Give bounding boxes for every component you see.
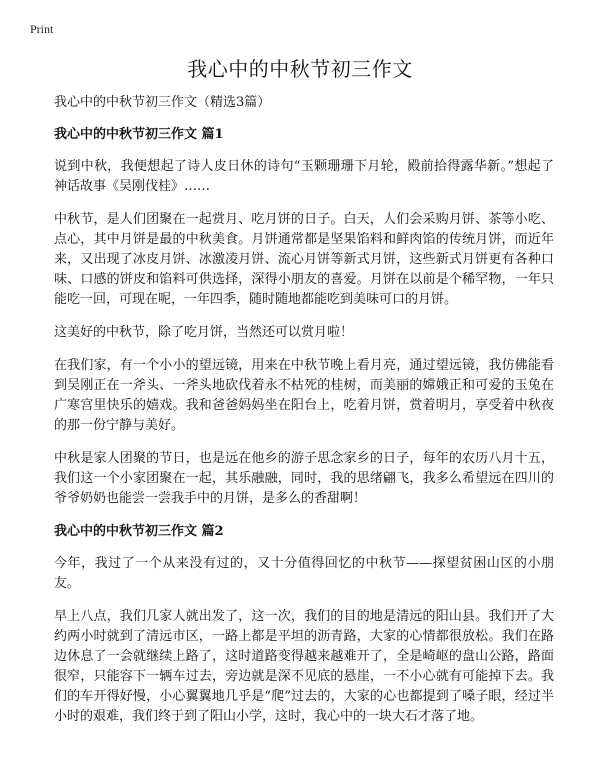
document-subtitle: 我心中的中秋节初三作文（精选3篇）	[54, 95, 271, 110]
page-title: 我心中的中秋节初三作文	[187, 57, 413, 81]
section-heading-1: 我心中的中秋节初三作文 篇1	[54, 127, 224, 142]
paragraph: 今年，我过了一个从来没有过的，又十分值得回忆的中秋节——探望贫困山区的小朋友。	[54, 556, 554, 591]
paragraph: 早上八点，我们几家人就出发了，这一次，我们的目的地是清远的阳山县。我们开了大约两小时就到了清远市区，一路上都是平坦的沥青路，大家的心情都很放松。我们在路边休息了一会就继续上路了，这时道路变得越来越难开了，全是崎岖的盘山公路，路面很窄，只能容下一辆车过去，旁边就是深不见底的悬崖，一不小心就有可能掉下去。我们的车开得好慢，小心翼翼地几乎是“爬”过去的，大家的心也都提到了嗓子眼，经过半小时的艰难，我们终于到了阳山小学，这时，我心中的一块大石才落了地。	[54, 609, 554, 724]
paragraph: 在我们家，有一个小小的望远镜，用来在中秋节晚上看月亮，通过望远镜，我仿佛能看到吴刚正在一斧头、一斧头地砍伐着永不枯死的桂树，而美丽的嫦娥正和可爱的玉兔在广寒宫里快乐的嬉戏。我和爸爸妈妈坐在阳台上，吃着月饼，赏着明月，享受着中秋夜的那一份宁静与美好。	[54, 358, 554, 433]
paragraph: 中秋是家人团聚的节日，也是远在他乡的游子思念家乡的日子，每年的农历八月十五，我们这一个小家团聚在一起，其乐融融，同时，我的思绪翩飞，我多么希望远在四川的爷爷奶奶也能尝一尝我手中的月饼，是多么的香甜啊！	[54, 451, 554, 506]
paragraph: 这美好的中秋节，除了吃月饼，当然还可以赏月啦！	[54, 325, 354, 340]
section-heading-2: 我心中的中秋节初三作文 篇2	[54, 524, 224, 539]
paragraph: 说到中秋，我便想起了诗人皮日休的诗句“玉颗珊珊下月轮，殿前拾得露华新。”想起了神话故事《吴刚伐桂》……	[54, 159, 554, 194]
print-link[interactable]: Print	[30, 22, 54, 36]
paragraph: 中秋节，是人们团聚在一起赏月、吃月饼的日子。白天，人们会采购月饼、茶等小吃、点心，其中月饼是最的中秋美食。月饼通常都是坚果馅料和鲜肉馅的传统月饼，而近年来，又出现了冰皮月饼、冰激凌月饼、流心月饼等新式月饼，这些新式月饼更有各种口味、口感的饼皮和馅料可供选择，深得小朋友的喜爱。月饼在以前是个稀罕物，一年只能吃一回，可现在呢，一年四季，随时随地都能吃到美味可口的月饼。	[54, 212, 554, 307]
document-body	[54, 93, 554, 740]
